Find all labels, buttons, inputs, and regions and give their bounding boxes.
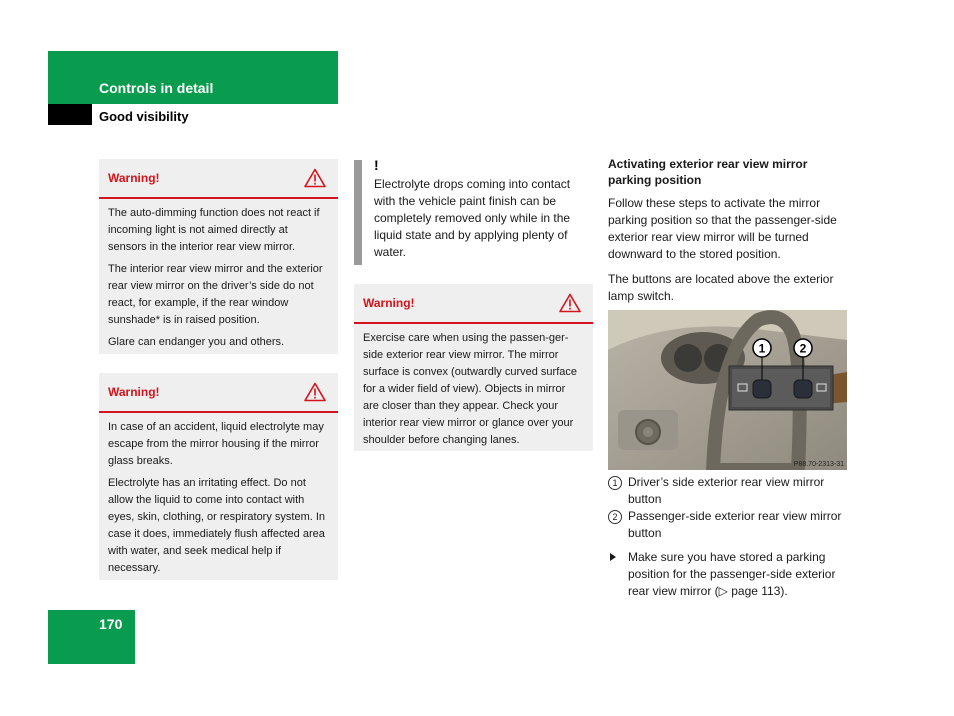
warning-title: Warning! <box>108 171 160 185</box>
warning-triangle-icon <box>559 293 581 313</box>
warning-paragraph: Electrolyte has an irritating effect. Do not allow the liquid to come into contact with eyes, skin, clothing, or respiratory system. In case it does, immediately flush affected area with water, and seek medical help if necessary. <box>108 477 326 574</box>
notice-text: Electrolyte drops coming into contact with the vehicle paint finish can be completely removed only while in the liquid state and by applying plenty of water. <box>374 177 571 259</box>
step-text: Make sure you have stored a parking position for the passenger-side exterior rear view mirror (▷ page 113). <box>628 550 836 598</box>
warning-title: Warning! <box>108 385 160 399</box>
warning-paragraph: The interior rear view mirror and the exterior rear view mirror on the driver’s side do not react, for example, if the rear window sunshade* is in raised position. <box>108 263 323 326</box>
warning-box-convex-mirror <box>354 284 593 451</box>
legend-item-driver-button <box>608 474 848 508</box>
instruction-step <box>608 549 852 600</box>
warning-box-auto-dimming <box>99 159 338 354</box>
warning-paragraph: The auto-dimming function does not react if incoming light is not aimed directly at sensors in the interior rear view mirror. <box>108 207 320 253</box>
header-marker <box>48 104 92 125</box>
notice-exclamation-icon: ! <box>374 157 379 173</box>
notice-bar <box>354 160 362 265</box>
legend-number-icon: 1 <box>608 476 622 490</box>
warning-paragraph: In case of an accident, liquid electrolyte may escape from the mirror housing if the mirror glass breaks. <box>108 421 324 467</box>
section-title: Good visibility <box>99 109 189 124</box>
warning-header <box>99 373 338 413</box>
intro-paragraph: Follow these steps to activate the mirror parking position so that the passenger-side exterior rear view mirror will be turned downward to the stored position. <box>608 196 837 261</box>
callout-1-label: 1 <box>758 341 766 356</box>
header-bar <box>48 51 338 104</box>
page-number: 170 <box>99 616 123 632</box>
legend-item-passenger-button <box>608 508 848 542</box>
callout-2-label: 2 <box>799 341 807 356</box>
warning-box-electrolyte <box>99 373 338 580</box>
warning-triangle-icon <box>304 382 326 402</box>
location-paragraph: The buttons are located above the exterior lamp switch. <box>608 272 834 303</box>
chapter-title: Controls in detail <box>99 80 214 96</box>
warning-title: Warning! <box>363 296 415 310</box>
warning-header <box>99 159 338 199</box>
section-heading: Activating exterior rear view mirror parking position <box>608 157 808 187</box>
legend-text: Driver’s side exterior rear view mirror button <box>628 475 825 506</box>
legend-text: Passenger-side exterior rear view mirror button <box>628 509 842 540</box>
warning-header <box>354 284 593 324</box>
warning-triangle-icon <box>304 168 326 188</box>
warning-paragraph: Glare can endanger you and others. <box>108 336 285 348</box>
legend-number-icon: 2 <box>608 510 622 524</box>
bullet-triangle-icon <box>610 553 616 561</box>
mirror-buttons-photo <box>608 310 847 470</box>
photo-code: P88.70-2313-31 <box>793 461 844 468</box>
warning-paragraph: Exercise care when using the passen-ger-side exterior rear view mirror. The mirror surface is convex (outwardly curved surface for a wider field of view). Objects in mirror are closer than they appear. Check your interior rear view mirror or glance over your shoulder before changing lanes. <box>363 332 577 446</box>
